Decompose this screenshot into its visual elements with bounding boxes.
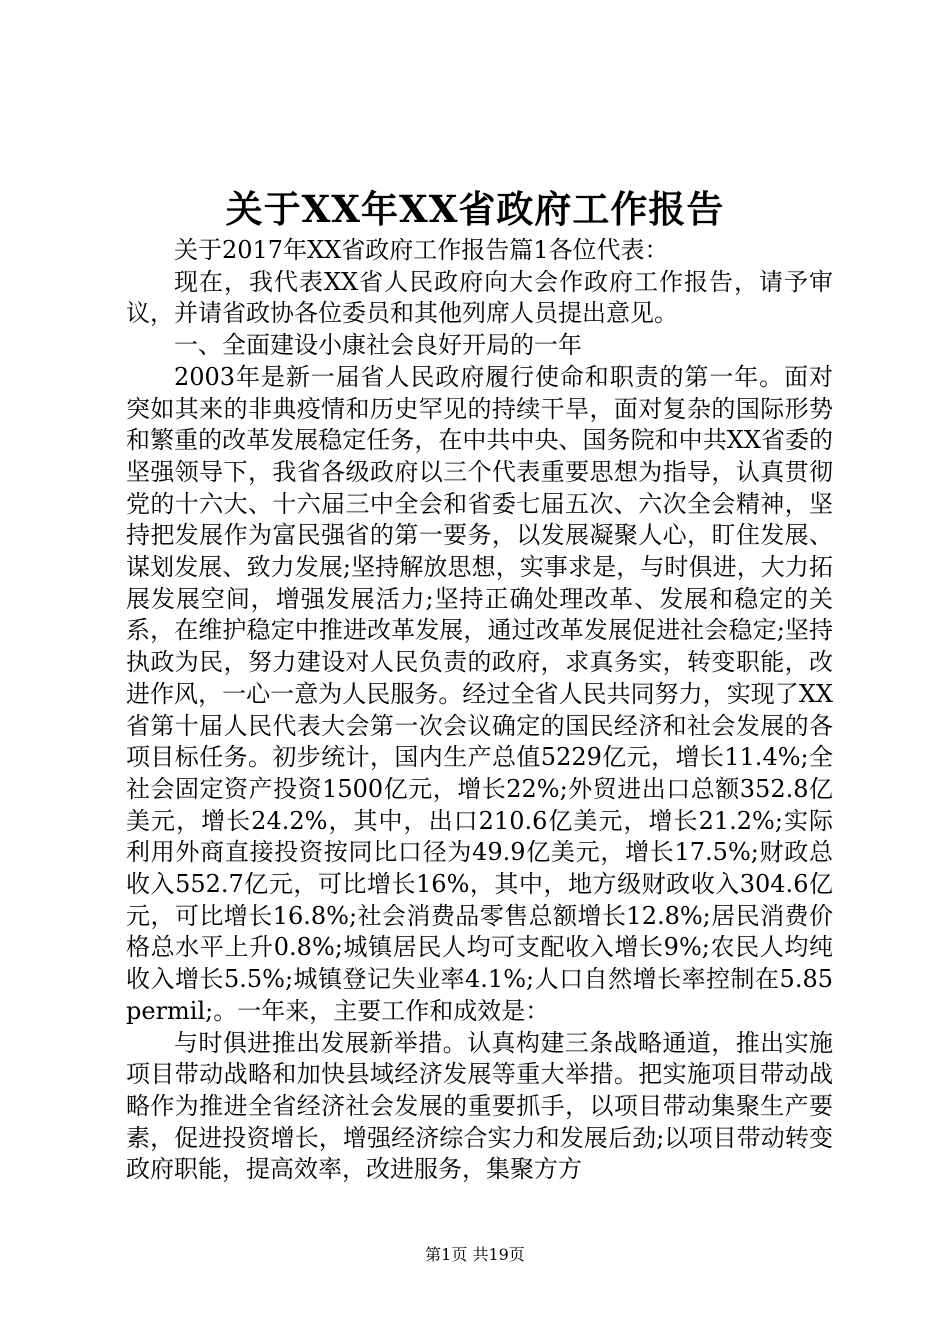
document-body (126, 235, 833, 1186)
paragraph-opening: 现在，我代表XX省人民政府向大会作政府工作报告，请予审议，并请省政协各位委员和其他列席人员提出意见。 (126, 267, 833, 328)
page-footer: 第1页 共19页 (425, 1245, 525, 1264)
paragraph-measures: 与时俱进推出发展新举措。认真构建三条战略通道，推出实施项目带动战略和加快县域经济发展等重大举措。把实施项目带动战略作为推进全省经济社会发展的重要抓手，以项目带动集聚生产要素，促进投资增长，增强经济综合实力和发展后劲;以项目带动转变政府职能，提高效率，改进服务，集聚方方 (126, 1028, 833, 1184)
section-heading: 一、全面建设小康社会良好开局的一年 (174, 331, 582, 360)
document-title: 关于XX年XX省政府工作报告 (225, 187, 725, 231)
paragraph-review: 2003年是新一届省人民政府履行使命和职责的第一年。面对突如其来的非典疫情和历史罕见的持续干旱，面对复杂的国际形势和繁重的改革发展稳定任务，在中共中央、国务院和中共XX省委的坚强领导下，我省各级政府以三个代表重要思想为指导，认真贯彻党的十六大、十六届三中全会和省委七届五次、六次全会精神，坚持把发展作为富民强省的第一要务，以发展凝聚人心，盯住发展、谋划发展、致力发展;坚持解放思想，实事求是，与时俱进，大力拓展发展空间，增强发展活力;坚持正确处理改革、发展和稳定的关系，在维护稳定中推进改革发展，通过改革发展促进社会稳定;坚持执政为民，努力建设对人民负责的政府，求真务实，转变职能，改进作风，一心一意为人民服务。经过全省人民共同努力，实现了XX省第十届人民代表大会第一次会议确定的国民经济和社会发展的各项目标任务。初步统计，国内生产总值5229亿元，增长11.4%;全社会固定资产投资1500亿元，增长22%;外贸进出口总额352.8亿美元，增长24.2%，其中，出口210.6亿美元，增长21.2%;实际利用外商直接投资按同比口径为49.9亿美元，增长17.5%;财政总收入552.7亿元，可比增长16%，其中，地方级财政收入304.6亿元，可比增长16.8%;社会消费品零售总额增长12.8%;居民消费价格总水平上升0.8%;城镇居民人均可支配收入增长9%;农民人均纯收入增长5.5%;城镇登记失业率4.1%;人口自然增长率控制在5.85permil;。一年来，主要工作和成效是： (126, 362, 833, 1025)
paragraph-intro: 关于2017年XX省政府工作报告篇1各位代表： (174, 236, 669, 264)
